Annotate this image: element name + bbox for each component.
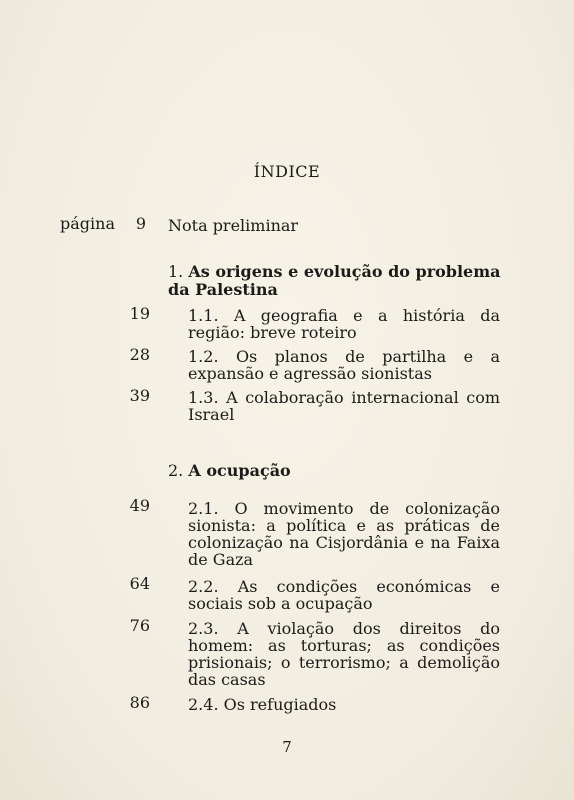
entry-page-number: 76 [129,616,150,635]
toc-entry: 1.1. A geografia e a história da região: breve roteiro [188,306,500,342]
chapter-title: A ocupação [188,461,291,480]
toc-entry: 2.1. O movimento de colonização sionista: a política e as práticas de colonização na Cisjordânia e na Faixa de Gaza [188,499,500,569]
page-title: ÍNDICE [253,162,321,181]
intro-page-number: 9 [135,214,146,233]
chapter-number: 1. [168,262,184,281]
entry-page-number: 86 [129,693,150,712]
entry-page-number: 28 [129,345,150,364]
toc-entry: 1.2. Os planos de partilha e a expansão e agressão sionistas [188,347,500,383]
chapter-heading [168,462,508,480]
entry-page-number: 39 [129,386,150,405]
page-number: 7 [282,738,292,756]
page-column-label: página [60,214,115,233]
toc-entry: 1.3. A colaboração internacional com Israel [188,388,500,424]
chapter-title: As origens e evolução do problema da Palestina [168,262,501,299]
intro-entry-title: Nota preliminar [168,216,299,235]
entry-page-number: 64 [129,574,150,593]
toc-entry: 2.3. A violação dos direitos do homem: as torturas; as condições prisionais; o terrorismo; a demolição das casas [188,619,500,689]
entry-page-number: 49 [129,496,150,515]
chapter-heading [168,263,508,299]
chapter-number: 2. [168,461,184,480]
entry-page-number: 19 [129,304,150,323]
toc-entry: 2.2. As condições económicas e sociais sob a ocupação [188,577,500,613]
toc-entry: 2.4. Os refugiados [188,695,337,714]
